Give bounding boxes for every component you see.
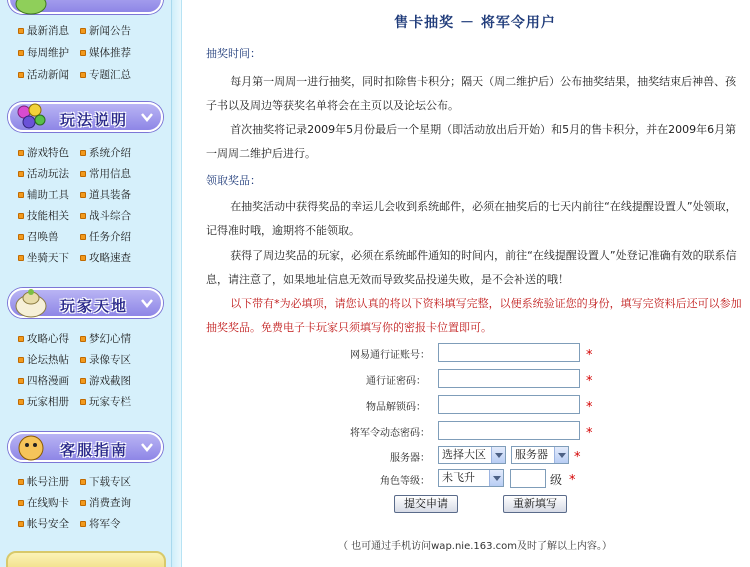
sidebar-divider (172, 0, 182, 567)
bullet-icon (80, 521, 86, 527)
bullet-icon (18, 72, 24, 78)
sidebar-item-albums[interactable]: 玩家相册 (18, 395, 69, 409)
puffer-icon (12, 428, 50, 464)
bullet-icon (18, 150, 24, 156)
bullet-icon (80, 255, 86, 261)
sidebar-item-downloads[interactable]: 下载专区 (80, 475, 131, 489)
submit-button[interactable]: 提交申请 (394, 495, 458, 513)
claim-heading: 领取奖品： (206, 174, 261, 187)
menu-title-players: 玩家天地 (60, 297, 129, 315)
account-label: 网易通行证账号： (350, 350, 430, 361)
bullet-icon (18, 399, 24, 405)
sidebar-item-summons[interactable]: 召唤兽 (18, 230, 59, 244)
draw-time-paragraph-1: 每月第一周周一进行抽奖，同时扣除售卡积分；隔天（周二维护后）公布抽奖结果，抽奖结束后神兽、孩子书以及周边等获奖名单将会在主页以及论坛公布。 (206, 75, 737, 112)
bullet-icon (18, 192, 24, 198)
level-select[interactable]: 未飞升 (438, 469, 504, 487)
required-notice: 以下带有*为必填项，请您认真的将以下资料填写完整，以便系统验证您的身份，填写完资料后还可以参加抽奖奖品。免费电子卡玩家只须填写你的密报卡位置即可。 (206, 297, 742, 334)
sidebar-item-register[interactable]: 帐号注册 (18, 475, 69, 489)
bullet-icon (18, 521, 24, 527)
chevron-down-icon (140, 112, 154, 122)
sidebar-item-tools[interactable]: 辅助工具 (18, 188, 69, 202)
bullet-icon (80, 50, 86, 56)
menu-header-support[interactable] (8, 432, 163, 462)
bullet-icon (18, 234, 24, 240)
mobile-footnote: （ 也可通过手机访问wap.nie.163.com及时了解以上内容。） (337, 541, 613, 552)
token-input[interactable] (438, 421, 580, 440)
chevron-down-icon (140, 442, 154, 452)
bullet-icon (80, 378, 86, 384)
sidebar-item-account-security[interactable]: 帐号安全 (18, 517, 69, 531)
chevron-down-icon (491, 447, 505, 463)
grapes-icon (12, 98, 50, 134)
sidebar-item-comics[interactable]: 四格漫画 (18, 374, 69, 388)
required-mark: * (586, 426, 593, 441)
server-label: 服务器： (390, 453, 430, 464)
sidebar-item-columns[interactable]: 玩家专栏 (80, 395, 131, 409)
bullet-icon (80, 479, 86, 485)
unlock-code-label: 物品解锁码： (366, 402, 426, 413)
draw-time-paragraph-2: 首次抽奖将记录2009年5月份最后一个星期（即活动放出后开始）和5月的售卡积分，并在2009年6月第一周周二维护后进行。 (206, 123, 737, 160)
bullet-icon (18, 357, 24, 363)
sidebar-item-activities[interactable]: 活动玩法 (18, 167, 69, 181)
region-select[interactable]: 选择大区 (438, 446, 506, 464)
password-input[interactable] (438, 369, 580, 388)
bullet-icon (80, 72, 86, 78)
claim-paragraph-1: 在抽奖活动中获得奖品的幸运儿会收到系统邮件，必须在抽奖后的七天内前往“在线提醒设置人”处领取，记得准时哦，逾期将不能领取。 (206, 200, 737, 237)
sidebar-item-videos[interactable]: 录像专区 (80, 353, 131, 367)
server-select[interactable]: 服务器 (511, 446, 569, 464)
menu-title-support: 客服指南 (60, 441, 129, 459)
chevron-down-icon (554, 447, 568, 463)
bullet-icon (18, 171, 24, 177)
bullet-icon (80, 192, 86, 198)
required-mark: * (569, 473, 576, 488)
unlock-code-input[interactable] (438, 395, 580, 414)
level-input[interactable] (510, 469, 546, 488)
menu-title-gameplay: 玩法说明 (60, 111, 129, 129)
bullet-icon (18, 378, 24, 384)
sidebar-item-spending[interactable]: 消费查询 (80, 496, 131, 510)
sidebar-item-strategy[interactable]: 攻略心得 (18, 332, 69, 346)
required-mark: * (586, 348, 593, 363)
bullet-icon (80, 171, 86, 177)
dumpling-icon (12, 284, 50, 320)
level-unit: 级 (550, 473, 563, 487)
sidebar-item-weekly-maintenance[interactable]: 每周维护 (18, 46, 69, 60)
sidebar-item-topics[interactable]: 专题汇总 (80, 68, 131, 82)
chevron-down-icon (489, 470, 503, 486)
mascot-icon (12, 0, 50, 16)
sidebar-item-latest-news[interactable]: 最新消息 (18, 24, 69, 38)
sidebar-item-skills[interactable]: 技能相关 (18, 209, 69, 223)
bullet-icon (80, 336, 86, 342)
required-mark: * (586, 374, 593, 389)
chevron-down-icon (140, 298, 154, 308)
bullet-icon (18, 213, 24, 219)
reset-button[interactable]: 重新填写 (503, 495, 567, 513)
bullet-icon (18, 479, 24, 485)
sidebar-item-event-news[interactable]: 活动新闻 (18, 68, 69, 82)
sidebar-item-quests[interactable]: 任务介绍 (80, 230, 131, 244)
bullet-icon (80, 213, 86, 219)
page-title: 售卡抽奖 － 将军令用户 (394, 15, 556, 31)
required-mark: * (586, 400, 593, 415)
account-input[interactable] (438, 343, 580, 362)
bullet-icon (18, 50, 24, 56)
claim-paragraph-2: 获得了周边奖品的玩家，必须在系统邮件通知的时间内，前往“在线提醒设置人”处登记准确有效的联系信息，请注意了，如果地址信息无效而导致奖品投递失败，是不会补送的哦！ (206, 249, 737, 286)
sidebar-item-quick-guide[interactable]: 攻略速查 (80, 251, 131, 265)
required-mark: * (574, 450, 581, 465)
sidebar-item-screenshots[interactable]: 游戏截图 (80, 374, 131, 388)
draw-time-heading: 抽奖时间： (206, 47, 261, 60)
bullet-icon (80, 234, 86, 240)
bullet-icon (80, 399, 86, 405)
sidebar-item-media[interactable]: 媒体推荐 (80, 46, 131, 60)
sidebar-item-system-intro[interactable]: 系统介绍 (80, 146, 131, 160)
menu-header-news[interactable] (8, 0, 163, 14)
sidebar-item-forum-hot[interactable]: 论坛热帖 (18, 353, 69, 367)
bullet-icon (18, 336, 24, 342)
bullet-icon (18, 28, 24, 34)
bullet-icon (80, 500, 86, 506)
sidebar-item-buy-card[interactable]: 在线购卡 (18, 496, 69, 510)
sidebar-item-token[interactable]: 将军令 (80, 517, 121, 531)
menu-header-partial (6, 551, 166, 567)
bullet-icon (80, 28, 86, 34)
bullet-icon (80, 150, 86, 156)
sidebar (0, 0, 172, 567)
menu-header-players[interactable] (8, 288, 163, 318)
password-label: 通行证密码： (366, 376, 426, 387)
menu-header-gameplay[interactable] (8, 102, 163, 132)
bullet-icon (80, 357, 86, 363)
sidebar-item-moods[interactable]: 梦幻心情 (80, 332, 131, 346)
sidebar-item-features[interactable]: 游戏特色 (18, 146, 69, 160)
sidebar-item-equipment[interactable]: 道具装备 (80, 188, 131, 202)
sidebar-item-mounts[interactable]: 坐骑天下 (18, 251, 69, 265)
bullet-icon (18, 255, 24, 261)
sidebar-item-announcements[interactable]: 新闻公告 (80, 24, 131, 38)
sidebar-item-common-info[interactable]: 常用信息 (80, 167, 131, 181)
bullet-icon (18, 500, 24, 506)
token-label: 将军令动态密码： (350, 428, 430, 439)
level-label: 角色等级： (380, 476, 430, 487)
sidebar-item-combat[interactable]: 战斗综合 (80, 209, 131, 223)
